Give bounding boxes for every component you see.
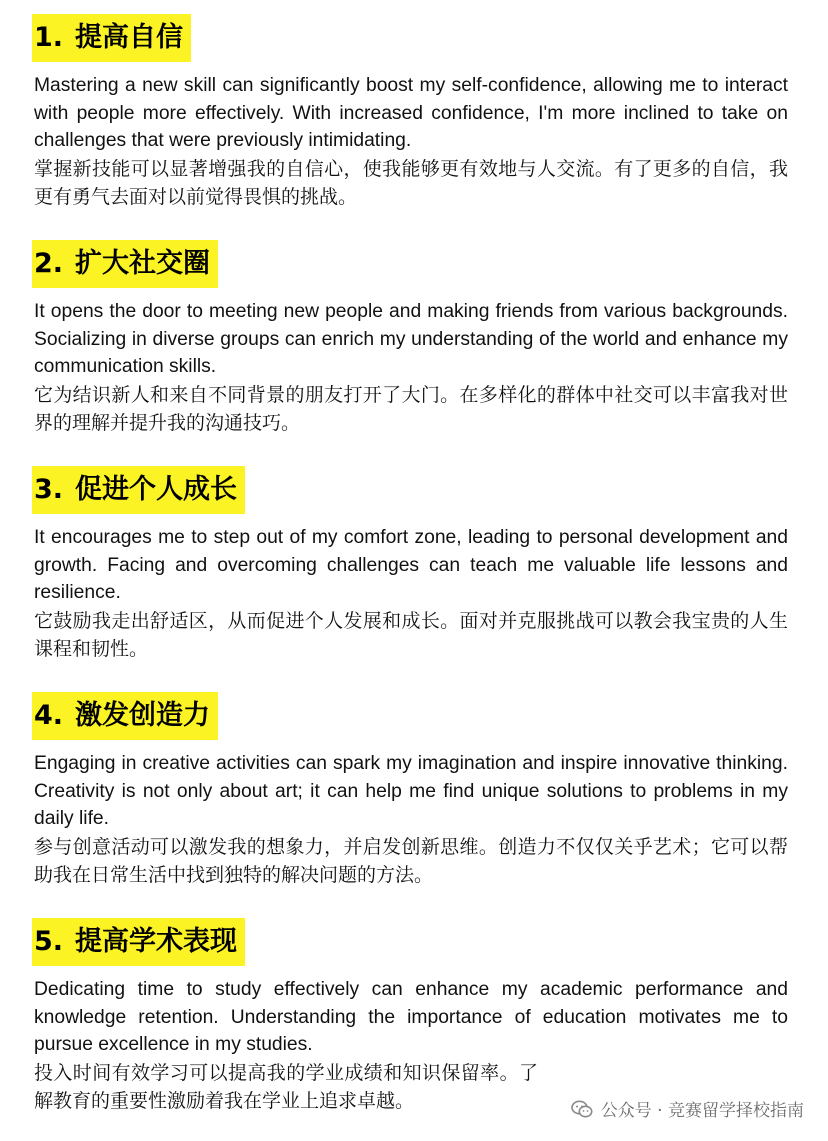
english-paragraph: Engaging in creative activities can spark my imagination and inspire innovative thinking. Creativity is not only about art; it can help me find unique solutions to problems in my daily life. [34,753,788,829]
section-title: 激发创造力 [75,700,211,731]
chinese-paragraph: 投入时间有效学习可以提高我的学业成绩和知识保留率。了解教育的重要性激励着我在学业上追求卓越。 [34,1061,538,1112]
section-1 [34,14,788,211]
section-heading [32,918,245,966]
chinese-paragraph: 它鼓励我走出舒适区，从而促进个人发展和成长。面对并克服挑战可以教会我宝贵的人生课程和韧性。 [34,609,788,660]
section-heading [32,692,218,740]
section-5 [34,918,788,1115]
section-title: 扩大社交圈 [75,248,211,279]
chinese-paragraph: 掌握新技能可以显著增强我的自信心，使我能够更有效地与人交流。有了更多的自信，我更有勇气去面对以前觉得畏惧的挑战。 [34,157,788,208]
english-paragraph: Dedicating time to study effectively can enhance my academic performance and knowledge retention. Understanding the importance of education motivates me to pursue excellence in my studies. [34,979,788,1055]
english-paragraph: It opens the door to meeting new people and making friends from various backgrounds. Socializing in diverse groups can enrich my understanding of the world and enhance my communication skills. [34,301,788,377]
section-2 [34,240,788,437]
section-number: 2. [34,248,64,279]
section-number: 1. [34,22,64,53]
section-heading [32,240,218,288]
section-4 [34,692,788,889]
chinese-paragraph: 参与创意活动可以激发我的想象力，并启发创新思维。创造力不仅仅关乎艺术；它可以帮助我在日常生活中找到独特的解决问题的方法。 [34,835,788,886]
section-3 [34,466,788,663]
section-number: 4. [34,700,64,731]
chinese-paragraph: 它为结识新人和来自不同背景的朋友打开了大门。在多样化的群体中社交可以丰富我对世界的理解并提升我的沟通技巧。 [34,383,788,434]
english-paragraph: Mastering a new skill can significantly boost my self-confidence, allowing me to interact with people more effectively. With increased confidence, I'm more inclined to take on challenges that were previously intimidating. [34,75,788,151]
section-heading [32,466,245,514]
watermark [571,1096,804,1121]
section-number: 5. [34,926,64,957]
section-title: 促进个人成长 [75,474,238,505]
section-title: 提高学术表现 [75,926,238,957]
english-paragraph: It encourages me to step out of my comfort zone, leading to personal development and growth. Facing and overcoming challenges can teach me valuable life lessons and resilience. [34,527,788,603]
watermark-text: 公众号 · 竞赛留学择校指南 [600,1101,804,1121]
wechat-icon [571,1100,593,1118]
section-heading [32,14,191,62]
section-title: 提高自信 [75,22,184,53]
section-number: 3. [34,474,64,505]
